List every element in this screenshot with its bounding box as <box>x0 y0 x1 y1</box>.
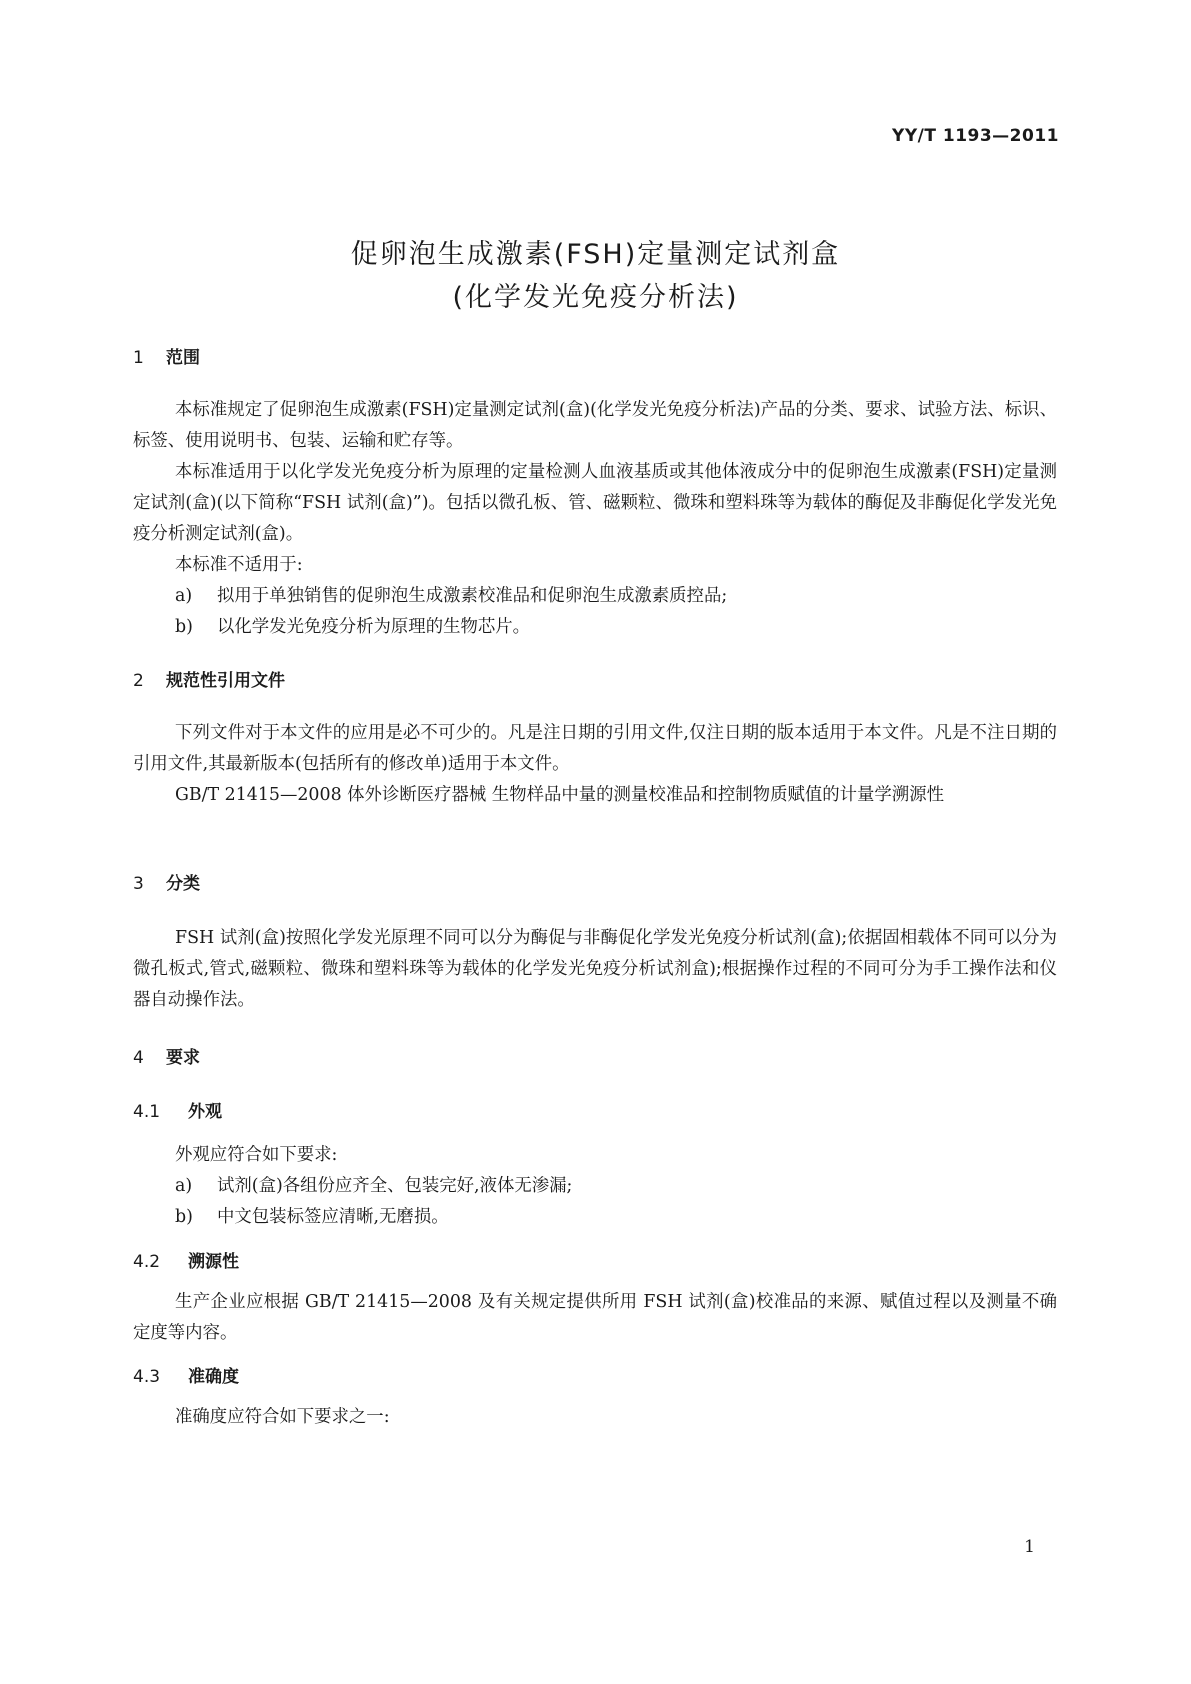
section-1-paragraph-1: 本标准规定了促卵泡生成激素(FSH)定量测定试剂(盒)(化学发光免疫分析法)产品的分类、要求、试验方法、标识、标签、使用说明书、包装、运输和贮存等。 <box>133 400 1057 451</box>
document-title-line1: 促卵泡生成激素(FSH)定量测定试剂盒 <box>350 239 841 270</box>
section-4-number: 4 <box>133 1048 144 1068</box>
section-2-paragraph-1: 下列文件对于本文件的应用是必不可少的。凡是注日期的引用文件,仅注日期的版本适用于本文件。凡是不注日期的引用文件,其最新版本(包括所有的修改单)适用于本文件。 <box>133 723 1057 774</box>
standard-number: YY/T 1193—2011 <box>892 126 1059 146</box>
section-2-heading <box>133 666 285 691</box>
section-4-1-heading <box>133 1097 222 1122</box>
section-4-3-number: 4.3 <box>133 1367 161 1387</box>
section-2-title: 规范性引用文件 <box>166 671 285 691</box>
section-4-1-list-item-a <box>175 1171 572 1202</box>
section-4-1-list-item-b <box>175 1202 449 1233</box>
list-text: 以化学发光免疫分析为原理的生物芯片。 <box>217 617 531 637</box>
section-3-title: 分类 <box>166 874 200 894</box>
section-4-heading <box>133 1043 200 1068</box>
list-marker: a) <box>175 586 193 606</box>
section-2-paragraph-2: GB/T 21415—2008 体外诊断医疗器械 生物样品中量的测量校准品和控制物质赋值的计量学溯源性 <box>175 785 944 805</box>
section-3-number: 3 <box>133 874 144 894</box>
section-4-1-number: 4.1 <box>133 1102 161 1122</box>
list-marker: b) <box>175 1207 193 1227</box>
list-marker: b) <box>175 617 193 637</box>
page-number: 1 <box>1024 1537 1035 1557</box>
list-text: 试剂(盒)各组份应齐全、包装完好,液体无渗漏; <box>217 1176 573 1196</box>
section-1-list-item-b <box>175 612 530 643</box>
section-4-title: 要求 <box>166 1048 200 1068</box>
section-4-2-number: 4.2 <box>133 1252 161 1272</box>
list-marker: a) <box>175 1176 193 1196</box>
section-4-2-paragraph-1: 生产企业应根据 GB/T 21415—2008 及有关规定提供所用 FSH 试剂(盒)校准品的来源、赋值过程以及测量不确定度等内容。 <box>133 1292 1057 1343</box>
section-2-number: 2 <box>133 671 144 691</box>
section-1-heading <box>133 343 200 368</box>
list-text: 拟用于单独销售的促卵泡生成激素校准品和促卵泡生成激素质控品; <box>217 586 728 606</box>
list-text: 中文包装标签应清晰,无磨损。 <box>217 1207 449 1227</box>
document-title-line2: (化学发光免疫分析法) <box>452 282 739 313</box>
section-4-3-paragraph-1: 准确度应符合如下要求之一: <box>175 1407 390 1427</box>
section-3-paragraph-1: FSH 试剂(盒)按照化学发光原理不同可以分为酶促与非酶促化学发光免疫分析试剂(盒);依据固相载体不同可以分为微孔板式,管式,磁颗粒、微珠和塑料珠等为载体的化学发光免疫分析试剂盒);根据操作过程的不同可分为手工操作法和仪器自动操作法。 <box>133 928 1057 1010</box>
section-1-list-item-a <box>175 581 727 612</box>
section-4-3-heading <box>133 1362 239 1387</box>
section-1-paragraph-2: 本标准适用于以化学发光免疫分析为原理的定量检测人血液基质或其他体液成分中的促卵泡生成激素(FSH)定量测定试剂(盒)(以下简称“FSH 试剂(盒)”)。包括以微孔板、管、磁颗粒、微珠和塑料珠等为载体的酶促及非酶促化学发光免疫分析测定试剂(盒)。 <box>133 462 1057 544</box>
section-3-heading <box>133 869 200 894</box>
section-4-1-title: 外观 <box>188 1102 222 1122</box>
section-1-paragraph-3: 本标准不适用于: <box>175 555 303 575</box>
section-4-2-heading <box>133 1247 239 1272</box>
section-1-title: 范围 <box>166 348 200 368</box>
section-4-3-title: 准确度 <box>188 1367 239 1387</box>
section-4-2-title: 溯源性 <box>188 1252 239 1272</box>
section-1-number: 1 <box>133 348 144 368</box>
section-4-1-paragraph-1: 外观应符合如下要求: <box>175 1145 338 1165</box>
